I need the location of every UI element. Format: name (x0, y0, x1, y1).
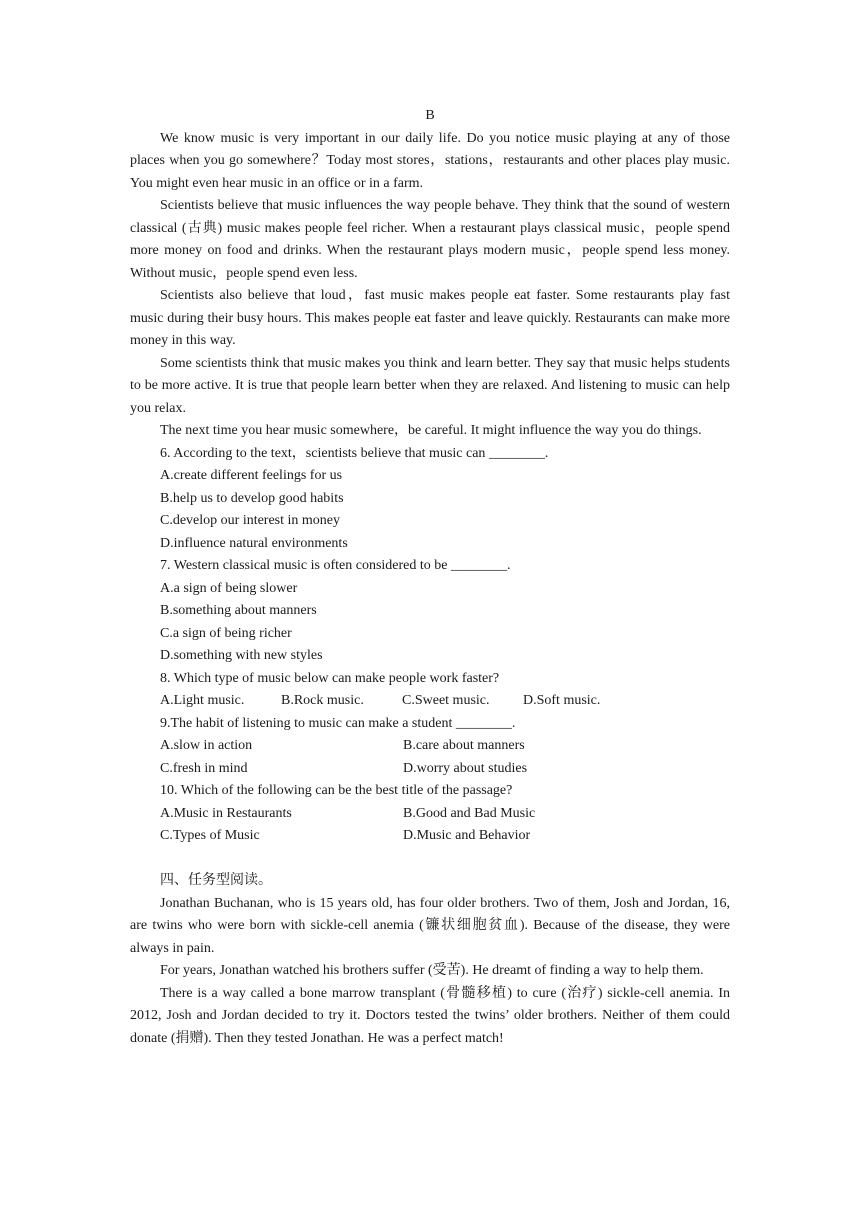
question-9-option-a: A.slow in action (160, 738, 253, 753)
question-10-options-row-2 (130, 825, 730, 848)
task-paragraph-3: There is a way called a bone marrow transplant (骨髓移植) to cure (治疗) sickle-cell anemia. In 2012, Josh and Jordan decided to try it. Doctors tested the twins’ older brothers. Neither of them could donate (捐赠). Then they tested Jonathan. He was a perfect match! (130, 985, 730, 1046)
question-9-stem: 9.The habit of listening to music can make a student ________. (160, 715, 516, 731)
question-8-options (130, 690, 730, 713)
question-7-option-d: D.something with new styles (160, 648, 323, 663)
question-10-stem: 10. Which of the following can be the best title of the passage? (160, 783, 513, 798)
question-7-option-a: A.a sign of being slower (160, 580, 298, 596)
question-6-option-a: A.create different feelings for us (160, 468, 343, 483)
question-8-option-d: D.Soft music. (523, 693, 601, 708)
question-10-option-c: C.Types of Music (160, 828, 260, 843)
question-10-option-a: A.Music in Restaurants (160, 805, 292, 821)
section-b-label: B (425, 108, 435, 123)
question-7-option-b: B.something about manners (160, 603, 317, 618)
question-9-option-b: B.care about manners (403, 738, 525, 753)
question-6-option-d: D.influence natural environments (160, 535, 348, 551)
task-paragraph-2: For years, Jonathan watched his brothers suffer (受苦). He dreamt of finding a way to help them. (160, 963, 704, 978)
question-7-option-c: C.a sign of being richer (160, 625, 292, 641)
passage-paragraph-3: Scientists also believe that loud，fast music makes people eat faster. Some restaurants play fast music during their busy hours. This makes people eat faster and leave quickly. Restaurants can make more money in this way. (130, 288, 730, 348)
question-8-option-b: B.Rock music. (281, 693, 364, 708)
question-9-options-row-2 (130, 758, 730, 781)
question-6-option-b: B.help us to develop good habits (160, 490, 344, 506)
question-10-option-d: D.Music and Behavior (403, 828, 531, 843)
question-9-option-d: D.worry about studies (403, 760, 528, 776)
passage-paragraph-2: Scientists believe that music influences the way people behave. They think that the sound of western classical (古典) music makes people feel richer. When a restaurant plays classical music，people spend more money on food and drinks. When the restaurant plays modern music，people spend less money. Without music，people spend even less. (130, 198, 730, 281)
document-page (130, 105, 730, 1050)
passage-paragraph-5: The next time you hear music somewhere，be careful. It might influence the way you do things. (160, 423, 702, 438)
question-9-options-row-1 (130, 735, 730, 758)
section-spacer (130, 848, 730, 871)
passage-paragraph-1: We know music is very important in our daily life. Do you notice music playing at any of those places when you go somewhere？Today most stores，stations，restaurants and other places play music. You might even hear music in an office or in a farm. (130, 130, 730, 191)
section-4-heading: 四、任务型阅读。 (160, 873, 272, 888)
question-8-stem: 8. Which type of music below can make people work faster? (160, 670, 500, 686)
task-paragraph-1: Jonathan Buchanan, who is 15 years old, has four older brothers. Two of them, Josh and Jordan, 16, are twins who were born with sickle-cell anemia (镰状细胞贫血). Because of the disease, they were always in pain. (130, 895, 730, 956)
question-6-option-c: C.develop our interest in money (160, 513, 341, 528)
question-10-options-row-1 (130, 803, 730, 826)
question-8-option-a: A.Light music. (160, 693, 245, 708)
question-7-stem: 7. Western classical music is often considered to be ________. (160, 558, 511, 573)
question-10-option-b: B.Good and Bad Music (403, 805, 536, 821)
question-8-option-c: C.Sweet music. (402, 693, 490, 708)
question-6-stem: 6. According to the text，scientists believe that music can ________. (160, 445, 549, 461)
passage-paragraph-4: Some scientists think that music makes you think and learn better. They say that music helps students to be more active. It is true that people learn better when they are relaxed. And listening to music can help you relax. (130, 355, 730, 416)
question-9-option-c: C.fresh in mind (160, 760, 248, 776)
